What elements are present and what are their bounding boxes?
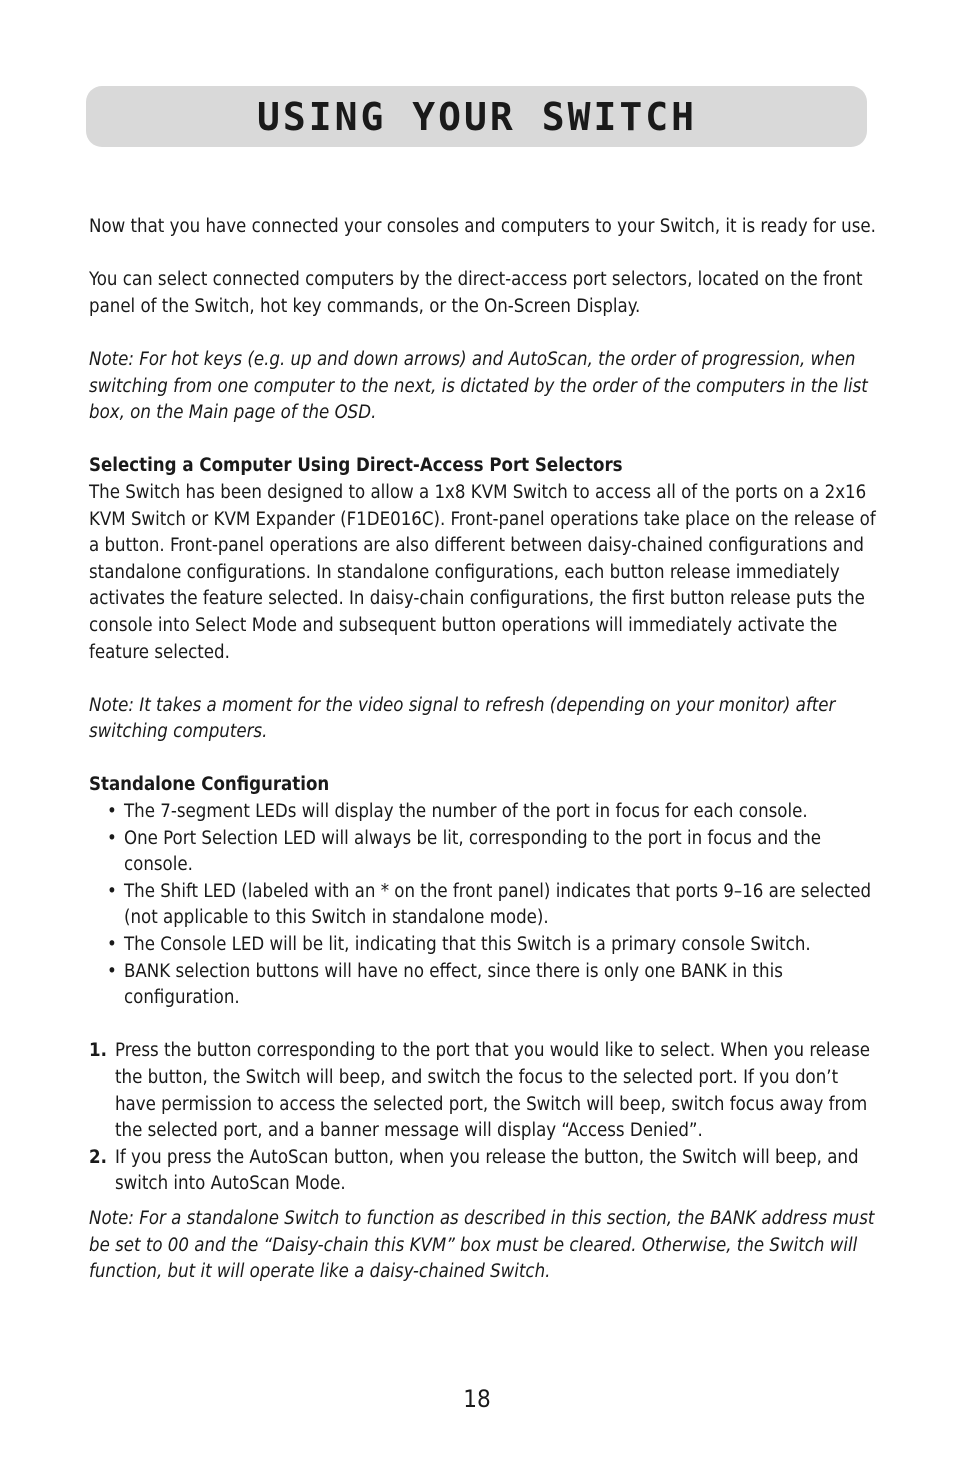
step-text: Press the button corresponding to the port that you would like to select. When you release the button, the Switch will beep, and switch the focus to the selected port. If you don’t have permission to access the selected port, the Switch will beep, switch focus away from the selected port, and a banner message will display “Access Denied”. [115,1040,871,1142]
step-number: 1. [89,1040,107,1062]
step-item [89,1038,879,1144]
note-standalone-bank: Note: For a standalone Switch to function as described in this section, the BANK address must be set to 00 and the “Daisy-chain this KVM” box must be cleared. Otherwise, the Switch will function, but it will operate like a daisy-chained Switch. [89,1207,875,1283]
list-item [89,799,879,826]
intro-paragraph-2: You can select connected computers by the direct-access port selectors, located on the front panel of the Switch, hot key commands, or the On-Screen Display. [89,269,863,317]
list-item [89,959,879,1012]
list-item [89,932,879,959]
bullet-icon: • [107,827,117,849]
bullet-icon: • [107,960,117,982]
list-item-text: The 7-segment LEDs will display the number of the port in focus for each console. [124,801,808,823]
page-number: 18 [463,1385,491,1413]
bullet-icon: • [107,880,117,902]
note-hot-keys: Note: For hot keys (e.g. up and down arrows) and AutoScan, the order of progression, when switching from one computer to the next, is dictated by the order of the computers in the list box, on the Main page of the OSD. [89,348,868,424]
step-text: If you press the AutoScan button, when you release the button, the Switch will beep, and switch into AutoScan Mode. [115,1146,859,1195]
section-heading-standalone: Standalone Configuration [89,774,330,796]
step-number: 2. [89,1146,107,1168]
page-title: USING YOUR SWITCH [257,95,697,139]
bullet-icon: • [107,934,117,956]
step-item [89,1145,879,1198]
standalone-bullet-list [89,799,879,1012]
list-item-text: One Port Selection LED will always be lit, corresponding to the port in focus and the console. [124,827,822,876]
bullet-icon: • [107,801,117,823]
section-heading-direct-access: Selecting a Computer Using Direct-Access Port Selectors [89,455,623,477]
intro-paragraph-1: Now that you have connected your consoles and computers to your Switch, it is ready for use. [89,216,876,237]
section-direct-access [89,453,879,666]
note-video-refresh: Note: It takes a moment for the video signal to refresh (depending on your monitor) after switching computers. [89,694,836,743]
list-item [89,826,879,879]
list-item-text: The Console LED will be lit, indicating that this Switch is a primary console Switch. [124,934,811,956]
numbered-steps [89,1038,879,1198]
section-text-direct-access: The Switch has been designed to allow a 1x8 KVM Switch to access all of the ports on a 2x16 KVM Switch or KVM Expander (F1DE016C). Front-panel operations take place on the release of a button. Front-panel operations are also different between daisy-chained configurations and standalone configurations. In standalone configurations, each button release immediately activates the feature selected. In daisy-chain configurations, the first button release puts the console into Select Mode and subsequent button operations will immediately activate the feature selected. [89,481,876,663]
section-standalone [89,772,879,799]
list-item-text: BANK selection buttons will have no effect, since there is only one BANK in this configuration. [124,960,783,1009]
page-content [89,214,879,1312]
list-item-text: The Shift LED (labeled with an * on the front panel) indicates that ports 9–16 are selected (not applicable to this Switch in standalone mode). [124,880,872,929]
list-item [89,879,879,932]
